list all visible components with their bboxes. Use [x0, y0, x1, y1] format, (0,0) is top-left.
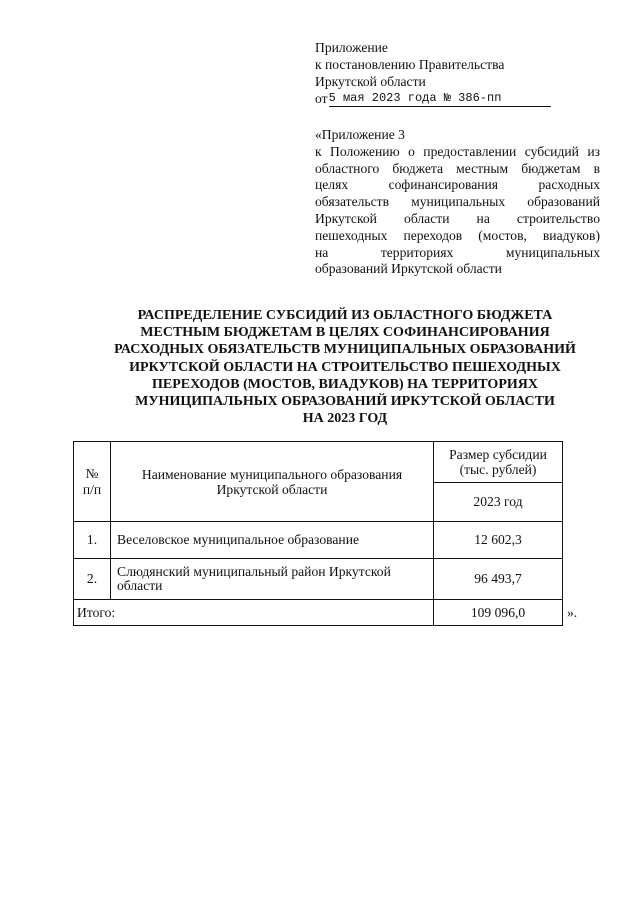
approval-line-3: Иркутской области [315, 74, 426, 89]
row-num: 1. [74, 522, 111, 559]
header-name [111, 442, 434, 522]
total-amount: 109 096,0 [434, 600, 563, 626]
header-amount-line: Размер субсидии [449, 447, 547, 462]
annex-line: обязательств муниципальных образований [315, 194, 600, 210]
header-name-line: Наименование муниципального образования [141, 466, 403, 482]
header-year: 2023 год [434, 483, 563, 522]
annex-line: к Положению о предоставлении субсидий из [315, 143, 600, 159]
header-num-line: п/п [82, 481, 102, 497]
header-num [74, 442, 111, 522]
subsidy-table [73, 441, 563, 626]
approval-line-2: к постановлению Правительства [315, 57, 505, 72]
total-label: Итого: [74, 600, 434, 626]
annex-line: пешеходных переходов (мостов, виадуков) [315, 227, 600, 243]
row-name-line: Веселовское муниципальное образование [117, 532, 359, 547]
row-name [111, 522, 434, 559]
title-line: РАСХОДНЫХ ОБЯЗАТЕЛЬСТВ МУНИЦИПАЛЬНЫХ ОБРАЗОВАНИЙ [114, 342, 576, 358]
row-name [111, 559, 434, 600]
table-total-row [74, 600, 563, 626]
date-prefix: от [315, 91, 328, 106]
approval-line-1: Приложение [315, 40, 388, 55]
closing-quote: ». [567, 605, 578, 620]
header-amount-line: (тыс. рублей) [459, 462, 537, 477]
table-header-row [74, 442, 563, 483]
annex-line: областного бюджета местным бюджетам в [315, 160, 600, 176]
title-line: МУНИЦИПАЛЬНЫХ ОБРАЗОВАНИЙ ИРКУТСКОЙ ОБЛАСТИ [135, 394, 555, 410]
approval-date-line [315, 90, 605, 107]
title-line: РАСПРЕДЕЛЕНИЕ СУБСИДИЙ ИЗ ОБЛАСТНОГО БЮДЖЕТА [137, 308, 553, 323]
header-name-line: Иркутской области [216, 481, 328, 497]
header-num-line: № [85, 465, 99, 481]
row-name-line: Слюдянский муниципальный район Иркутской [117, 564, 391, 579]
table-row [74, 559, 563, 600]
date-value: 5 мая 2023 года № 386-пп [329, 91, 551, 107]
title-line: ПЕРЕХОДОВ (МОСТОВ, ВИАДУКОВ) НА ТЕРРИТОРИЯХ [152, 376, 538, 392]
title-line: ИРКУТСКОЙ ОБЛАСТИ НА СТРОИТЕЛЬСТВО ПЕШЕХОДНЫХ [129, 359, 561, 375]
annex-line: образований Иркутской области [315, 261, 502, 277]
header-amount [434, 442, 563, 483]
approval-block [315, 39, 605, 107]
row-amount: 12 602,3 [434, 522, 563, 559]
row-name-line: области [117, 578, 163, 593]
title-line: МЕСТНЫМ БЮДЖЕТАМ В ЦЕЛЯХ СОФИНАНСИРОВАНИЯ [140, 325, 550, 341]
annex-line: целях софинансирования расходных [315, 177, 600, 193]
annex-line: «Приложение 3 [315, 127, 405, 142]
table-row [74, 522, 563, 559]
annex-line: Иркутской области на строительство [315, 210, 600, 226]
document-title [70, 307, 620, 427]
row-amount: 96 493,7 [434, 559, 563, 600]
title-line: НА 2023 ГОД [302, 411, 388, 427]
annex-reference [315, 127, 600, 278]
annex-line: на территориях муниципальных [315, 244, 600, 260]
row-num: 2. [74, 559, 111, 600]
